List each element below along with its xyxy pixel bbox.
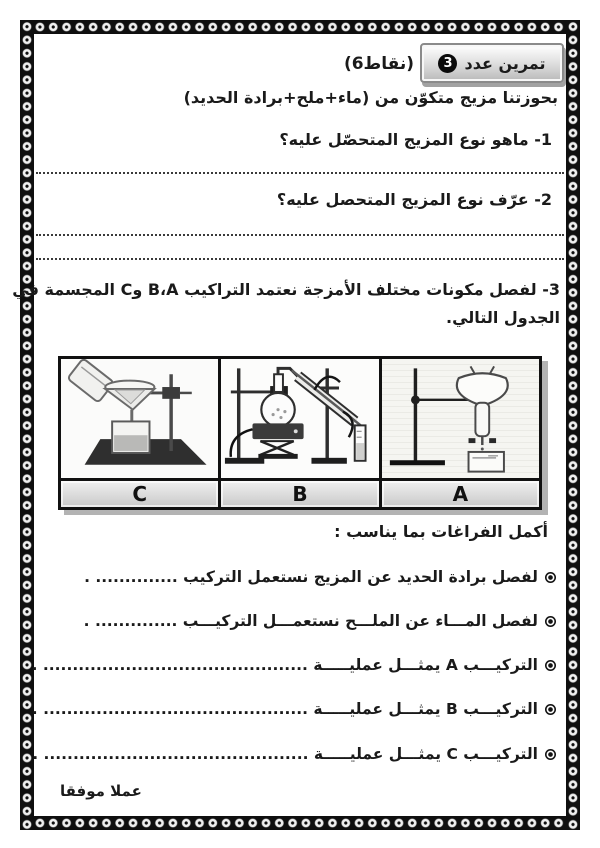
bullet-icon: [545, 704, 556, 715]
filtration-diagram: [61, 359, 218, 481]
fill-section-title: أكمل الفراغات بما يناسب :: [334, 522, 548, 541]
question-1: 1- ماهو نوع المزيج المتحصّل عليه؟: [279, 130, 552, 149]
bullet-icon: [545, 660, 556, 671]
question-3-line-1: 3- لفصل مكونات مختلف الأمزجة نعتمد التراكيب A‏،‏B وC المجسمة في: [12, 280, 560, 299]
distillation-diagram: [221, 359, 378, 481]
cell-label-a: A: [382, 481, 539, 507]
decantation-diagram: [382, 359, 539, 481]
cell-label-c: C: [61, 481, 218, 507]
exercise-number-badge: 3: [438, 54, 457, 73]
fill-item-4: [31, 700, 556, 718]
question-3-line-2: الجدول التالي.: [446, 308, 560, 327]
fill-item-2: [34, 612, 556, 630]
bullet-icon: [545, 572, 556, 583]
fill-item-1-text: لفصل برادة الحديد عن المزيج نستعمل التركيب .............. .: [84, 568, 538, 586]
question-2: 2- عرّف نوع المزيج المتحصل عليه؟: [276, 190, 552, 209]
setups-table: [58, 356, 542, 504]
answer-line-3: [36, 258, 564, 260]
bullet-icon: [545, 749, 556, 760]
exercise-title-box: [420, 43, 564, 83]
cell-label-b: B: [221, 481, 378, 507]
setups-table-row: [58, 356, 542, 510]
points-label: (6نقاط): [343, 54, 414, 74]
ornamental-border-bottom: [20, 816, 580, 830]
fill-item-2-text: لفصل المـــاء عن الملـــح نستعمـــل التركيـــب .............. .: [83, 612, 538, 630]
fill-item-4-text: التركيـــب B يمثـــل عمليـــــة ............................................. .: [31, 700, 538, 718]
answer-line-1: [36, 172, 564, 174]
exercise-title-label: تمرين عدد: [464, 53, 546, 73]
answer-line-2: [36, 234, 564, 236]
fill-item-5-text: التركيـــب C يمثـــل عمليـــــة ............................................. .: [32, 745, 538, 763]
ornamental-border-right: [566, 20, 580, 830]
fill-item-3: [31, 656, 556, 674]
ornamental-border-top: [20, 20, 580, 34]
fill-item-5: [34, 745, 556, 763]
footer-note: عملا موفقا: [60, 782, 142, 800]
fill-item-3-text: التركيـــب A يمثـــل عمليـــــة ............................................. .: [31, 656, 538, 674]
fill-item-1: [34, 568, 556, 586]
table-cell-c: [61, 359, 218, 507]
bullet-icon: [545, 616, 556, 627]
question-3: [12, 276, 560, 332]
table-cell-a: [382, 359, 539, 507]
intro-text: بحوزتنا مزيج متكوّن من (ماء+ملح+برادة الحديد): [183, 88, 558, 107]
table-cell-b: [221, 359, 378, 507]
worksheet-content: [12, 36, 566, 812]
